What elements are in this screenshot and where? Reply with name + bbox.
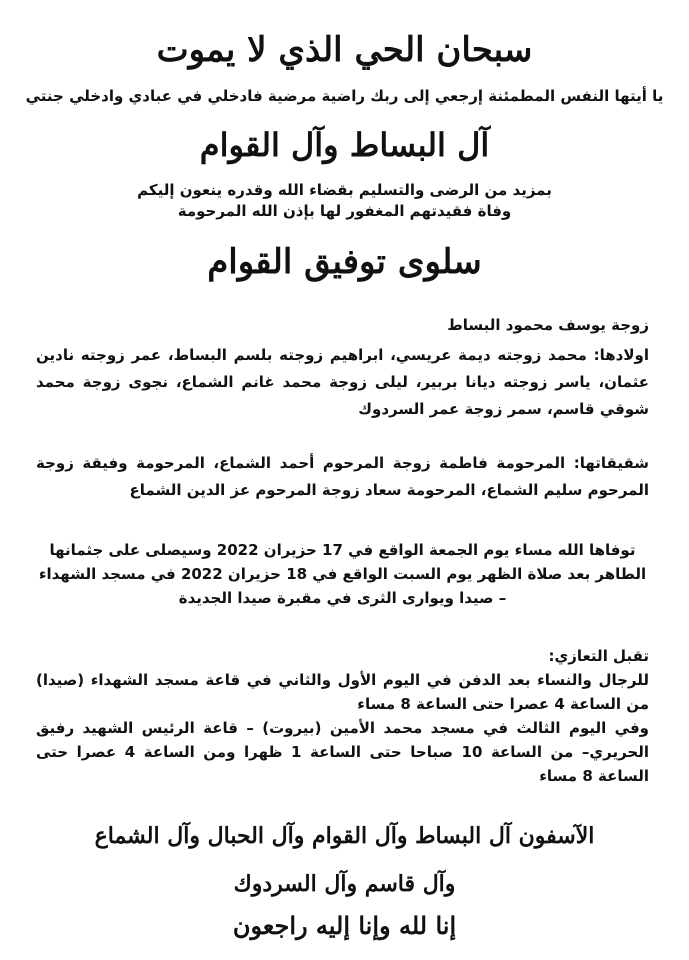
quran-verse: يا أيتها النفس المطمئنة إرجعي إلى ربك راضية مرضية فادخلي في عبادي وادخلي جنتي — [25, 87, 664, 105]
children-label: اولادها: — [593, 346, 649, 364]
condolences-section — [36, 644, 649, 788]
children-paragraph — [36, 342, 649, 423]
husband-line: زوجة يوسف محمود البساط — [447, 316, 649, 334]
condolences-third-day: وفي اليوم الثالث في مسجد محمد الأمين (بيروت) – قاعة الرئيس الشهيد رفيق الحريري– من الساعة 10 صباحا حتى الساعة 1 ظهرا ومن الساعة 4 عصرا حتى الساعة 8 مساء — [36, 719, 649, 785]
condolences-first-days: للرجال والنساء بعد الدفن في اليوم الأول والثاني في قاعة مسجد الشهداء (صيدا) من الساعة 4 عصرا حتى الساعة 8 مساء — [36, 671, 649, 713]
mourning-line-2: وفاة فقيدتهم المغفور لها بإذن الله المرحومة — [177, 202, 512, 220]
deceased-name: سلوى توفيق القوام — [207, 242, 482, 282]
families-title: آل البساط وآل القوام — [199, 126, 490, 164]
closing-verse: إنا لله وإنا إليه راجعون — [232, 911, 457, 940]
closing-families-line-1: الآسفون آل البساط وآل القوام وآل الحبال وآل الشماع — [94, 823, 595, 849]
children-text: محمد زوجته ديمة عريسي، ابراهيم زوجته بلسم البساط، عمر زوجته نادين عثمان، ياسر زوجته ديانا بربير، ليلى زوجة محمد غانم الشماع، نجوى زوجة محمد شوقي قاسم، سمر زوجة عمر السردوك — [36, 346, 649, 418]
sisters-text: المرحومة فاطمة زوجة المرحوم أحمد الشماع، المرحومة وفيقة زوجة المرحوم سليم الشماع، المرحومة سعاد زوجة المرحوم عز الدين الشماع — [36, 454, 649, 499]
death-and-funeral-info: توفاها الله مساء يوم الجمعة الواقع في 17 حزيران 2022 وسيصلى على جثمانها الطاهر بعد صلاة الظهر يوم السبت الواقع في 18 حزيران 2022 في مسجد الشهداء – صيدا ويوارى الثرى في مقبرة صيدا الجديدة — [38, 541, 647, 607]
header-title: سبحان الحي الذي لا يموت — [156, 30, 533, 70]
condolences-heading: تقبل التعازي: — [548, 647, 649, 665]
sisters-paragraph — [36, 450, 649, 504]
sisters-label: شقيقاتها: — [573, 454, 649, 472]
closing-families-line-2: وآل قاسم وآل السردوك — [233, 871, 456, 897]
mourning-announcement — [0, 180, 689, 222]
mourning-line-1: بمزيد من الرضى والتسليم بقضاء الله وقدره ينعون إليكم — [137, 181, 552, 199]
closing-families — [0, 812, 689, 908]
